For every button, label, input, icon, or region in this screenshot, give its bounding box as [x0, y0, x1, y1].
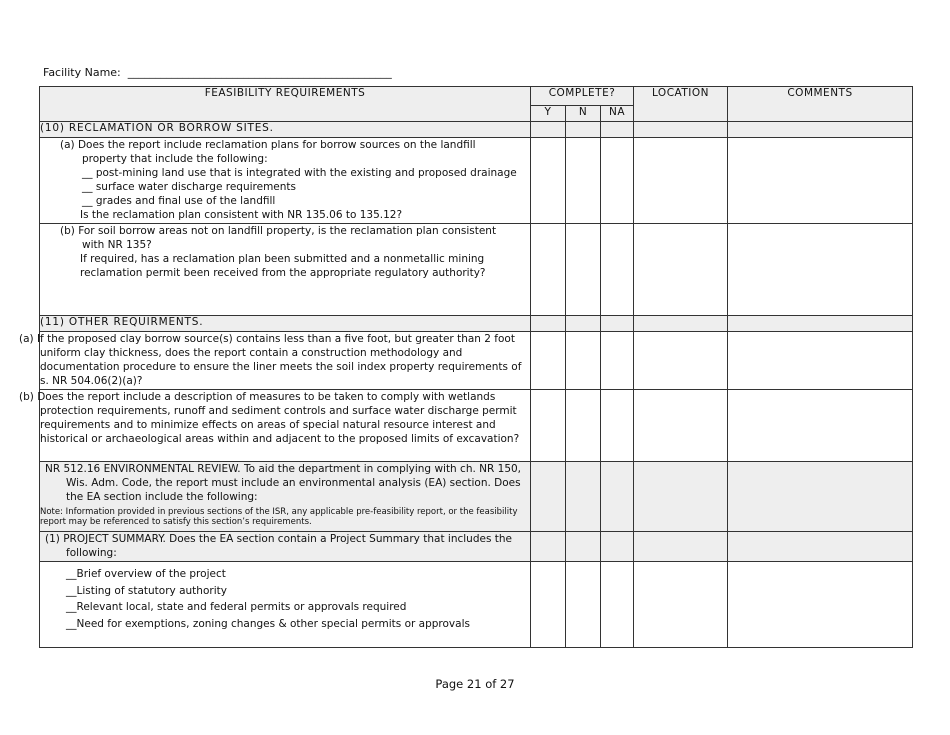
comments-cell[interactable] — [728, 224, 913, 316]
section-title-11: (11) OTHER REQUIRMENTS. — [40, 316, 531, 332]
requirement-row-11a — [40, 332, 913, 390]
y-cell[interactable] — [531, 224, 566, 316]
na-cell[interactable] — [601, 532, 634, 562]
environmental-review — [40, 462, 531, 532]
location-cell[interactable] — [634, 316, 728, 332]
req-10a-line: Is the reclamation plan consistent with NR 135.06 to 135.12? — [80, 209, 403, 221]
na-cell[interactable] — [601, 390, 634, 462]
header-y: Y — [531, 106, 566, 122]
project-summary: (1) PROJECT SUMMARY. Does the EA section contain a Project Summary that includes the following: — [40, 532, 531, 562]
header-n: N — [566, 106, 601, 122]
comments-cell[interactable] — [728, 138, 913, 224]
section-row-10 — [40, 122, 913, 138]
requirement-11a: (a) If the proposed clay borrow source(s) contains less than a five foot, but greater than 2 foot uniform clay thickness, does the report contain a construction methodology and documentation procedure to ensure the liner meets the soil index property requirements of s. NR 504.06(2)(a)? — [40, 332, 531, 390]
feasibility-requirements-table — [19, 86, 913, 648]
header-feasibility-requirements: FEASIBILITY REQUIREMENTS — [40, 87, 531, 122]
comments-cell[interactable] — [728, 122, 913, 138]
y-cell[interactable] — [531, 562, 566, 648]
facility-name-label: Facility Name: — [43, 66, 121, 79]
n-cell[interactable] — [566, 122, 601, 138]
location-cell[interactable] — [634, 122, 728, 138]
location-cell[interactable] — [634, 562, 728, 648]
comments-cell[interactable] — [728, 462, 913, 532]
requirement-row-11b — [40, 390, 913, 462]
section-row-11 — [40, 316, 913, 332]
y-cell[interactable] — [531, 138, 566, 224]
location-cell[interactable] — [634, 332, 728, 390]
summary-items-row — [40, 562, 913, 648]
location-cell[interactable] — [634, 138, 728, 224]
comments-cell[interactable] — [728, 390, 913, 462]
comments-cell[interactable] — [728, 532, 913, 562]
header-comments: COMMENTS — [728, 87, 913, 122]
na-cell[interactable] — [601, 138, 634, 224]
y-cell[interactable] — [531, 122, 566, 138]
environmental-review-text: NR 512.16 ENVIRONMENTAL REVIEW. To aid the department in complying with ch. NR 150, Wis. Adm. Code, the report must include an environmental analysis (EA) section. Does the EA section include the following: — [45, 463, 522, 503]
req-10b-line: with NR 135? — [82, 239, 152, 251]
summary-item: __Relevant local, state and federal permits or approvals required — [66, 601, 407, 613]
header-na: NA — [601, 106, 634, 122]
n-cell[interactable] — [566, 390, 601, 462]
req-10a-line: property that include the following: — [82, 153, 268, 165]
req-10a-line: (a) Does the report include reclamation plans for borrow sources on the landfill — [60, 139, 476, 151]
requirement-row-10a — [40, 138, 913, 224]
facility-name-blank[interactable]: ________________________________________________ — [127, 66, 392, 79]
na-cell[interactable] — [601, 224, 634, 316]
project-summary-row — [40, 532, 913, 562]
n-cell[interactable] — [566, 138, 601, 224]
n-cell[interactable] — [566, 532, 601, 562]
req-10a-checklist-item: __ grades and final use of the landfill — [82, 195, 276, 207]
page-number: Page 21 of 27 — [435, 677, 515, 691]
summary-item: __Need for exemptions, zoning changes & other special permits or approvals — [66, 617, 470, 630]
n-cell[interactable] — [566, 224, 601, 316]
na-cell[interactable] — [601, 122, 634, 138]
location-cell[interactable] — [634, 224, 728, 316]
comments-cell[interactable] — [728, 562, 913, 648]
requirement-row-10b — [40, 224, 913, 316]
requirement-10a — [40, 138, 531, 224]
req-10b-line: If required, has a reclamation plan been submitted and a nonmetallic mining — [80, 253, 485, 265]
facility-name-line — [43, 66, 392, 79]
section-title-10: (10) RECLAMATION OR BORROW SITES. — [40, 122, 531, 138]
y-cell[interactable] — [531, 390, 566, 462]
comments-cell[interactable] — [728, 332, 913, 390]
summary-item: __Brief overview of the project — [66, 568, 226, 580]
header-complete: COMPLETE? — [531, 87, 634, 106]
environmental-review-note: Note: Information provided in previous sections of the ISR, any applicable pre-feasibility report, or the feasibility report may be referenced to satisfy this section’s requirements. — [40, 507, 518, 527]
environmental-review-row — [40, 462, 913, 532]
summary-items — [40, 562, 531, 648]
req-10a-checklist-item: __ surface water discharge requirements — [82, 181, 297, 193]
y-cell[interactable] — [531, 462, 566, 532]
requirement-10b — [40, 224, 531, 316]
req-10a-checklist-item: __ post-mining land use that is integrated with the existing and proposed drainage — [82, 167, 517, 179]
location-cell[interactable] — [634, 532, 728, 562]
summary-item: __Listing of statutory authority — [66, 584, 227, 597]
location-cell[interactable] — [634, 390, 728, 462]
y-cell[interactable] — [531, 532, 566, 562]
header-location: LOCATION — [634, 87, 728, 122]
y-cell[interactable] — [531, 332, 566, 390]
na-cell[interactable] — [601, 332, 634, 390]
y-cell[interactable] — [531, 316, 566, 332]
req-10b-line: reclamation permit been received from the appropriate regulatory authority? — [80, 267, 486, 279]
n-cell[interactable] — [566, 562, 601, 648]
n-cell[interactable] — [566, 462, 601, 532]
na-cell[interactable] — [601, 462, 634, 532]
req-10b-line: (b) For soil borrow areas not on landfill property, is the reclamation plan consistent — [60, 225, 497, 237]
location-cell[interactable] — [634, 462, 728, 532]
n-cell[interactable] — [566, 332, 601, 390]
n-cell[interactable] — [566, 316, 601, 332]
na-cell[interactable] — [601, 316, 634, 332]
header-row — [40, 87, 913, 106]
requirement-11b: (b) Does the report include a description of measures to be taken to comply with wetlands protection requirements, runoff and sediment controls and surface water discharge permit requirements and to minimize effects on areas of special natural resource interest and historical or archaeological areas within and adjacent to the proposed limits of excavation? — [40, 390, 531, 462]
comments-cell[interactable] — [728, 316, 913, 332]
na-cell[interactable] — [601, 562, 634, 648]
